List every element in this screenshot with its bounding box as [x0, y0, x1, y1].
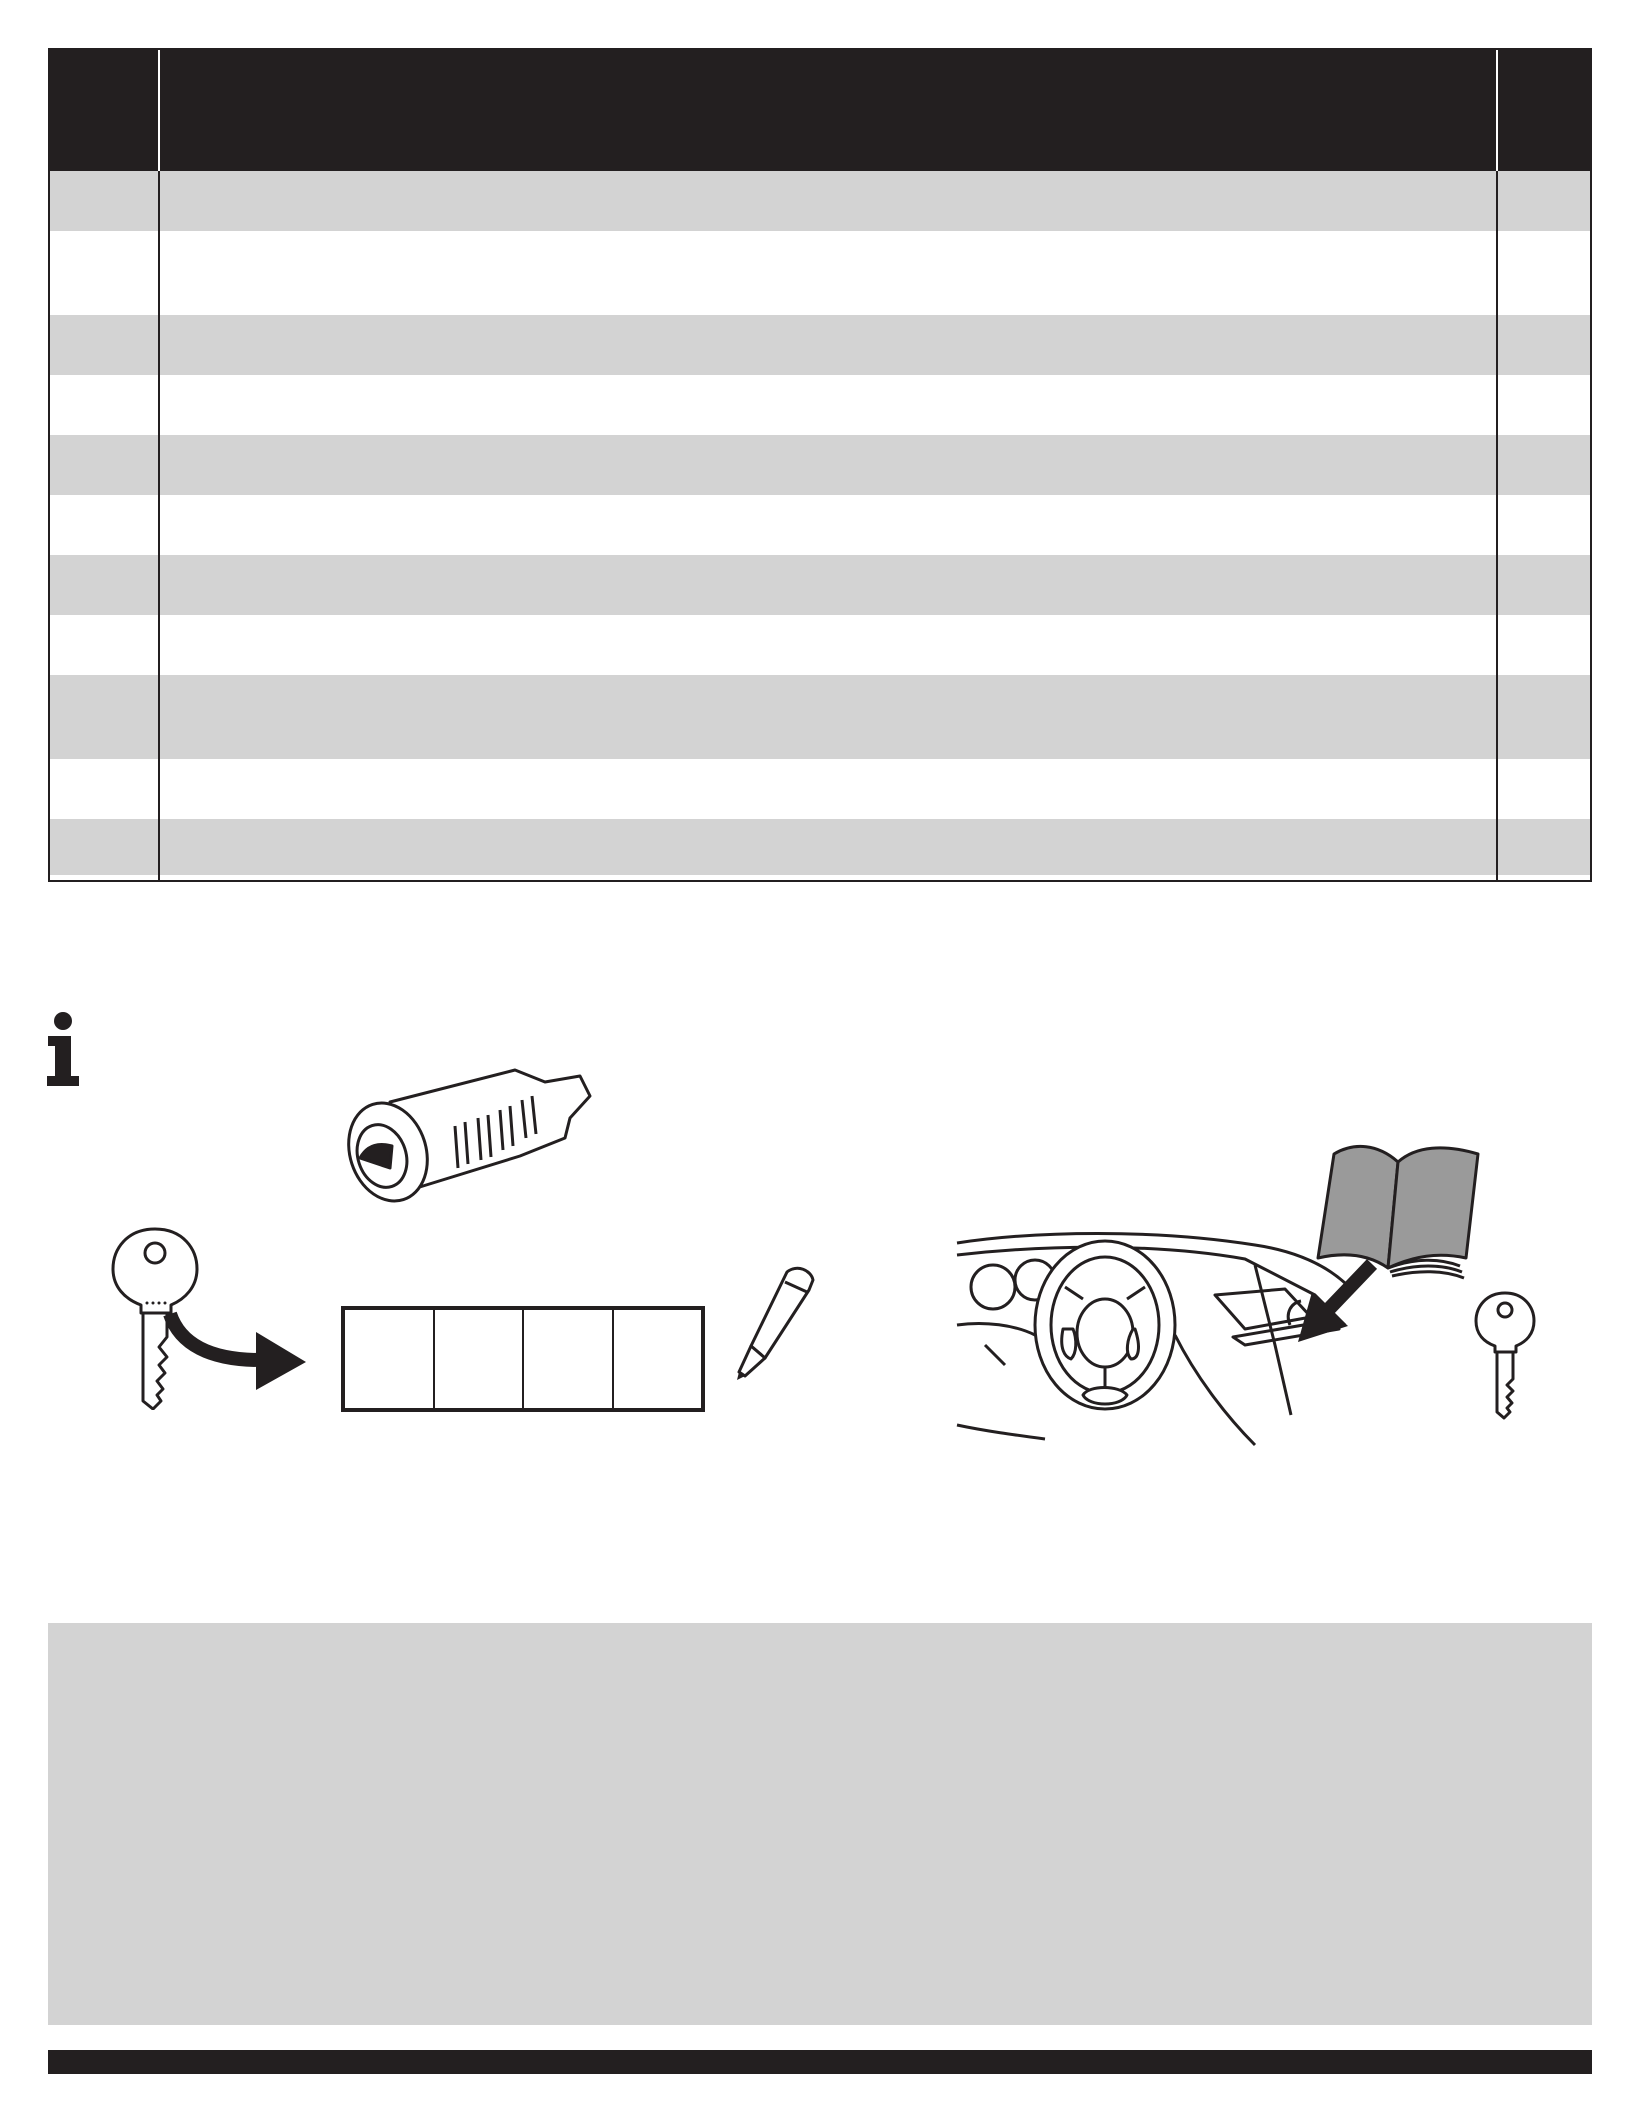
column-divider — [1496, 171, 1498, 880]
table-row — [50, 315, 1590, 375]
row-quantity — [1498, 759, 1592, 819]
row-description — [160, 315, 1496, 375]
table-header — [50, 50, 1590, 171]
table-row — [50, 171, 1590, 231]
row-quantity — [1498, 615, 1592, 675]
row-quantity — [1498, 435, 1592, 495]
row-description — [160, 615, 1496, 675]
row-quantity — [1498, 819, 1592, 875]
row-number — [50, 231, 158, 315]
row-number — [50, 435, 158, 495]
row-number — [50, 759, 158, 819]
row-description — [160, 819, 1496, 875]
arrow-icon — [1290, 1258, 1380, 1348]
row-description — [160, 675, 1496, 759]
table-row — [50, 675, 1590, 759]
table-row — [50, 759, 1590, 819]
row-number — [50, 819, 158, 875]
row-description — [160, 435, 1496, 495]
table-row — [50, 819, 1590, 875]
info-icon — [44, 1010, 84, 1090]
row-quantity — [1498, 231, 1592, 315]
table-row — [50, 615, 1590, 675]
header-cell-number — [50, 50, 158, 171]
row-quantity — [1498, 171, 1592, 231]
key-code-box[interactable] — [341, 1306, 705, 1412]
table-row — [50, 231, 1590, 315]
footer-bar — [48, 2050, 1592, 2074]
row-description — [160, 171, 1496, 231]
row-quantity — [1498, 675, 1592, 759]
header-cell-quantity — [1498, 50, 1592, 171]
row-quantity — [1498, 315, 1592, 375]
header-divider — [158, 50, 160, 171]
header-cell-description — [160, 50, 1496, 171]
row-number — [50, 315, 158, 375]
row-description — [160, 231, 1496, 315]
table-row — [50, 495, 1590, 555]
parts-table — [48, 48, 1592, 882]
header-divider — [1496, 50, 1498, 171]
key-code-cell[interactable] — [345, 1310, 435, 1408]
row-number — [50, 171, 158, 231]
table-row — [50, 375, 1590, 435]
row-description — [160, 495, 1496, 555]
table-row — [50, 435, 1590, 495]
key-code-cell[interactable] — [435, 1310, 525, 1408]
row-number — [50, 555, 158, 615]
pen-icon — [725, 1262, 825, 1382]
row-quantity — [1498, 555, 1592, 615]
row-number — [50, 375, 158, 435]
row-description — [160, 555, 1496, 615]
row-description — [160, 759, 1496, 819]
info-panel — [48, 1623, 1592, 2025]
key-code-cell[interactable] — [524, 1310, 614, 1408]
key-code-cell[interactable] — [614, 1310, 702, 1408]
row-number — [50, 675, 158, 759]
lock-cylinder-icon — [330, 1060, 600, 1220]
row-quantity — [1498, 375, 1592, 435]
table-row — [50, 555, 1590, 615]
column-divider — [158, 171, 160, 880]
key-icon — [1470, 1290, 1540, 1420]
row-number — [50, 615, 158, 675]
curved-arrow-icon — [160, 1310, 310, 1390]
row-quantity — [1498, 495, 1592, 555]
row-number — [50, 495, 158, 555]
row-description — [160, 375, 1496, 435]
